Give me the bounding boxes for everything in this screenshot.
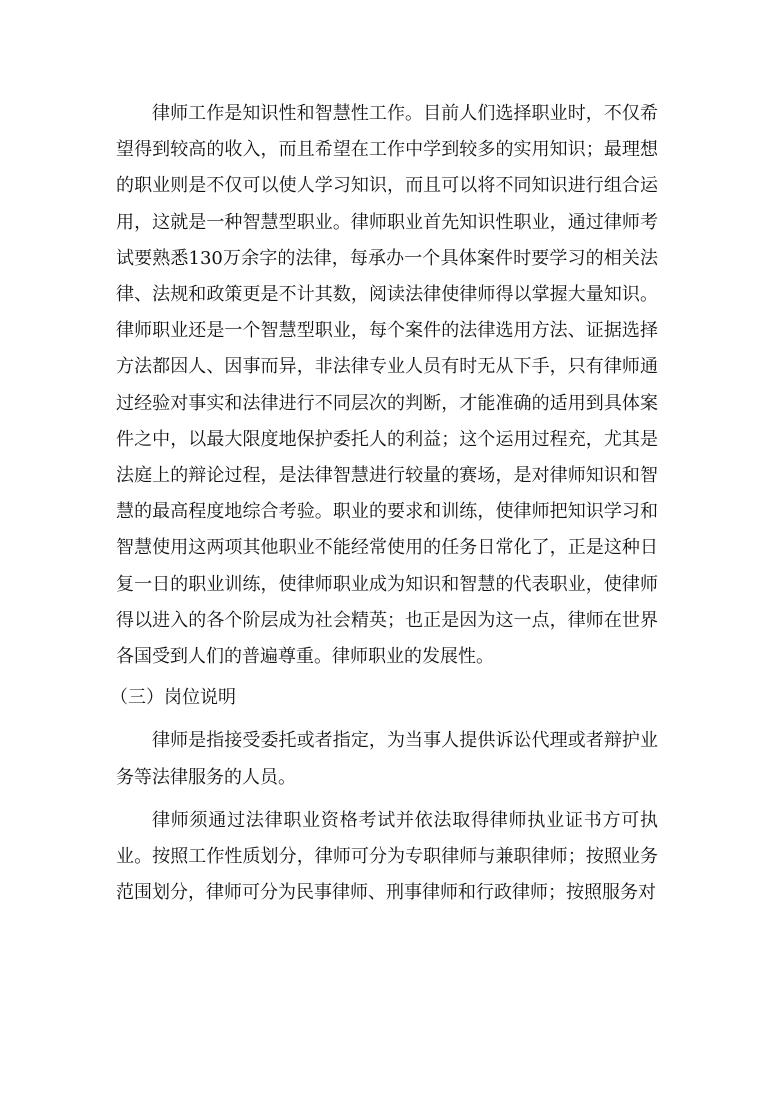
section-heading-job-description: （三）岗位说明 (110, 687, 236, 709)
paragraph-lawyer-definition: 律师是指接受委托或者指定，为当事人提供诉讼代理或者辩护业务等法律服务的人员。 (116, 730, 658, 788)
document-page (110, 96, 658, 911)
paragraph-lawyer-work: 律师工作是知识性和智慧性工作。目前人们选择职业时，不仅希望得到较高的收入，而且希望在工作中学到较多的实用知识；最理想的职业则是不仅可以使人学习知识，而且可以将不同知识进行组合运用，这就是一种智慧型职业。律师职业首先知识性职业，通过律师考试要熟悉130万余字的法律，每承办一个具体案件时要学习的相关法律、法规和政策更是不计其数，阅读法律使律师得以掌握大量知识。律师职业还是一个智慧型职业，每个案件的法律选用方法、证据选择方法都因人、因事而异，非法律专业人员有时无从下手，只有律师通过经验对事实和法律进行不同层次的判断，才能准确的适用到具体案件之中，以最大限度地保护委托人的利益；这个运用过程充，尤其是法庭上的辩论过程，是法律智慧进行较量的赛场，是对律师知识和智慧的最高程度地综合考验。职业的要求和训练，使律师把知识学习和智慧使用这两项其他职业不能经常使用的任务日常化了，正是这种日复一日的职业训练，使律师职业成为知识和智慧的代表职业，使律师得以进入的各个阶层成为社会精英；也正是因为这一点，律师在世界各国受到人们的普遍尊重。律师职业的发展性。 (116, 103, 658, 668)
paragraph-lawyer-qualification: 律师须通过法律职业资格考试并依法取得律师执业证书方可执业。按照工作性质划分，律师可分为专职律师与兼职律师；按照业务范围划分，律师可分为民事律师、刑事律师和行政律师；按照服务对 (116, 809, 658, 904)
